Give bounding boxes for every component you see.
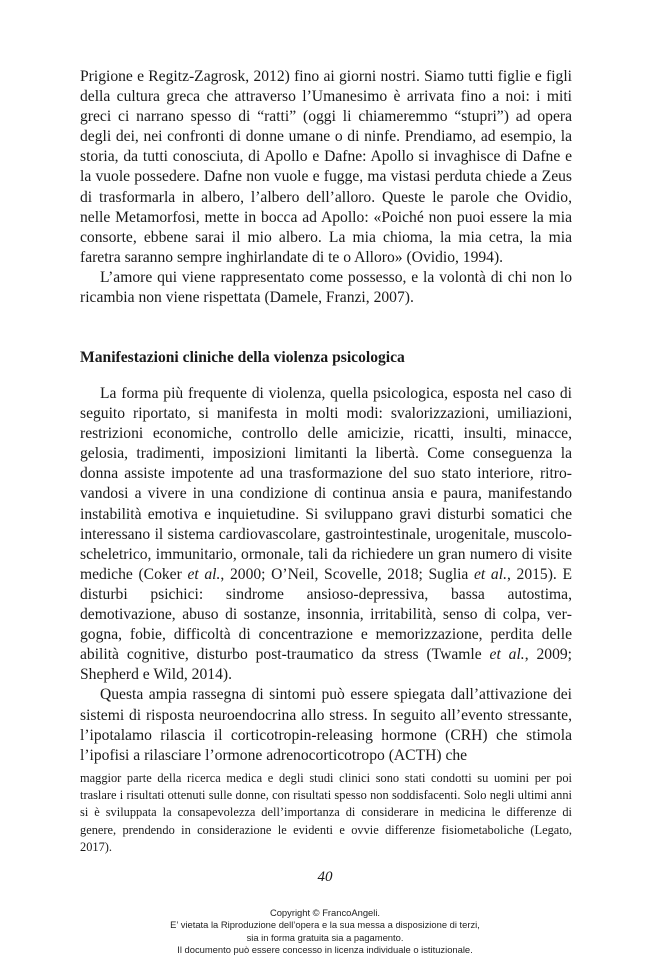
copyright-line: Copyright © FrancoAngeli.: [269, 907, 381, 918]
citation-italic: et al.: [187, 565, 221, 583]
copyright-line: E’ vietata la Riproduzione dell’opera e la sua messa a disposizione di terzi,: [170, 919, 480, 931]
copyright-line: Il documento può essere concesso in licenza individuale o istituzionale.: [177, 944, 473, 956]
section-text-block: [80, 384, 572, 766]
paragraph-psychological-violence: [80, 384, 572, 685]
citation-italic: et al.: [489, 646, 525, 664]
text-run: , 2000; O’Neil, Scovelle, 2018; Suglia: [220, 565, 475, 583]
paragraph-apollo-dafne: Prigione e Regitz-Zagrosk, 2012) fino ai giorni nostri. Siamo tutti figlie e figli della cultura greca che attraverso l’Umanesimo è arrivata fino a noi: i miti greci ci narrano spesso di “ratti” (oggi li chiameremmo “stupri”) ad opera degli dei, nei confronti di donne umane o di ninfe. Prendiamo, ad esempio, la storia, da tutti conosciuta, di Apollo e Dafne: Apollo si invaghisce di Dafne e la vuole possedere. Dafne non vuole e fugge, ma vistasi perduta chiede a Zeus di trasformarla in albero, l’albero dell’alloro. Queste le parole che Ovidio, nelle Metamorfosi, mette in bocca ad Apollo: «Poiché non puoi essere la mia consorte, ebbene sarai il mio albero. La mia chioma, la mia cetra, la mia faretra saranno sempre inghirlandate di te o Alloro» (Ovidio, 1994).: [80, 68, 572, 266]
text-run: , 2009; Shepherd e Wild, 2014).: [80, 646, 572, 684]
footnote: maggior parte della ricerca medica e degli studi clinici sono stati condotti su uomini per poi traslare i risultati ottenuti sulle donne, con risultati spesso non soddisfacenti. Solo negli ultimi anni si è sviluppata la consapevolezza dell’importanza di considerare in medicina le differenze di genere, prendendo in considerazione le evidenti e ovvie differenze fisiometaboliche (Legato, 2017).: [80, 771, 572, 854]
copyright-line: sia in forma gratuita sia a pagamento.: [246, 931, 404, 943]
text-run: , 2015). E disturbi psichici: sindrome ansioso-depressiva, bassa autostima, demotivazione, abuso di sostanze, insonnia, irritabilità, senso di colpa, vergogna, fobie, difficoltà di concentrazione e memorizzazione, perdita delle abilità cognitive, disturbo post-traumatico da stress (Twamle: [80, 565, 573, 664]
copyright-notice: [0, 907, 650, 957]
text-run: La forma più frequente di violenza, quella psicologica, esposta nel caso di seguito riportato, si manifesta in molti modi: svalorizzazioni, umiliazioni, restrizioni economiche, controllo delle amicizie, ricatti, insulti, minacce, gelosia, tradimenti, imposizioni limitanti la libertà. Come conseguenza la donna assiste impotente ad una trasformazione del suo stato interiore, ritrovandosi a vivere in una condizione di continua ansia e paura, manifestando instabilità emotiva e inquietudine. Si sviluppano gravi disturbi somatici che interessano il sistema cardiovascolare, gastrointestinale, urogenitale, muscolo-scheletrico, immunitario, ormonale, tali da richiedere un gran numero di visite mediche (Coker: [80, 385, 572, 583]
paragraph-love-possession: L’amore qui viene rappresentato come possesso, e la volontà di chi non lo ricambia non viene rispettata (Damele, Franzi, 2007).: [80, 268, 572, 307]
continued-text-block: [80, 67, 572, 308]
citation-italic: et al.: [474, 565, 507, 583]
paragraph-neuroendocrine: Questa ampia rassegna di sintomi può essere spiegata dall’attivazione dei sistemi di risposta neuroendocrina allo stress. In seguito all’evento stressante, l’ipotalamo rilascia il corticotropin-releasing hormone (CRH) che stimola l’ipofisi a rilasciare l’ormone adrenocorticotropo (ACTH) che: [80, 686, 572, 764]
section-heading: Manifestazioni cliniche della violenza psicologica: [80, 349, 405, 366]
page-number: 40: [317, 869, 333, 885]
